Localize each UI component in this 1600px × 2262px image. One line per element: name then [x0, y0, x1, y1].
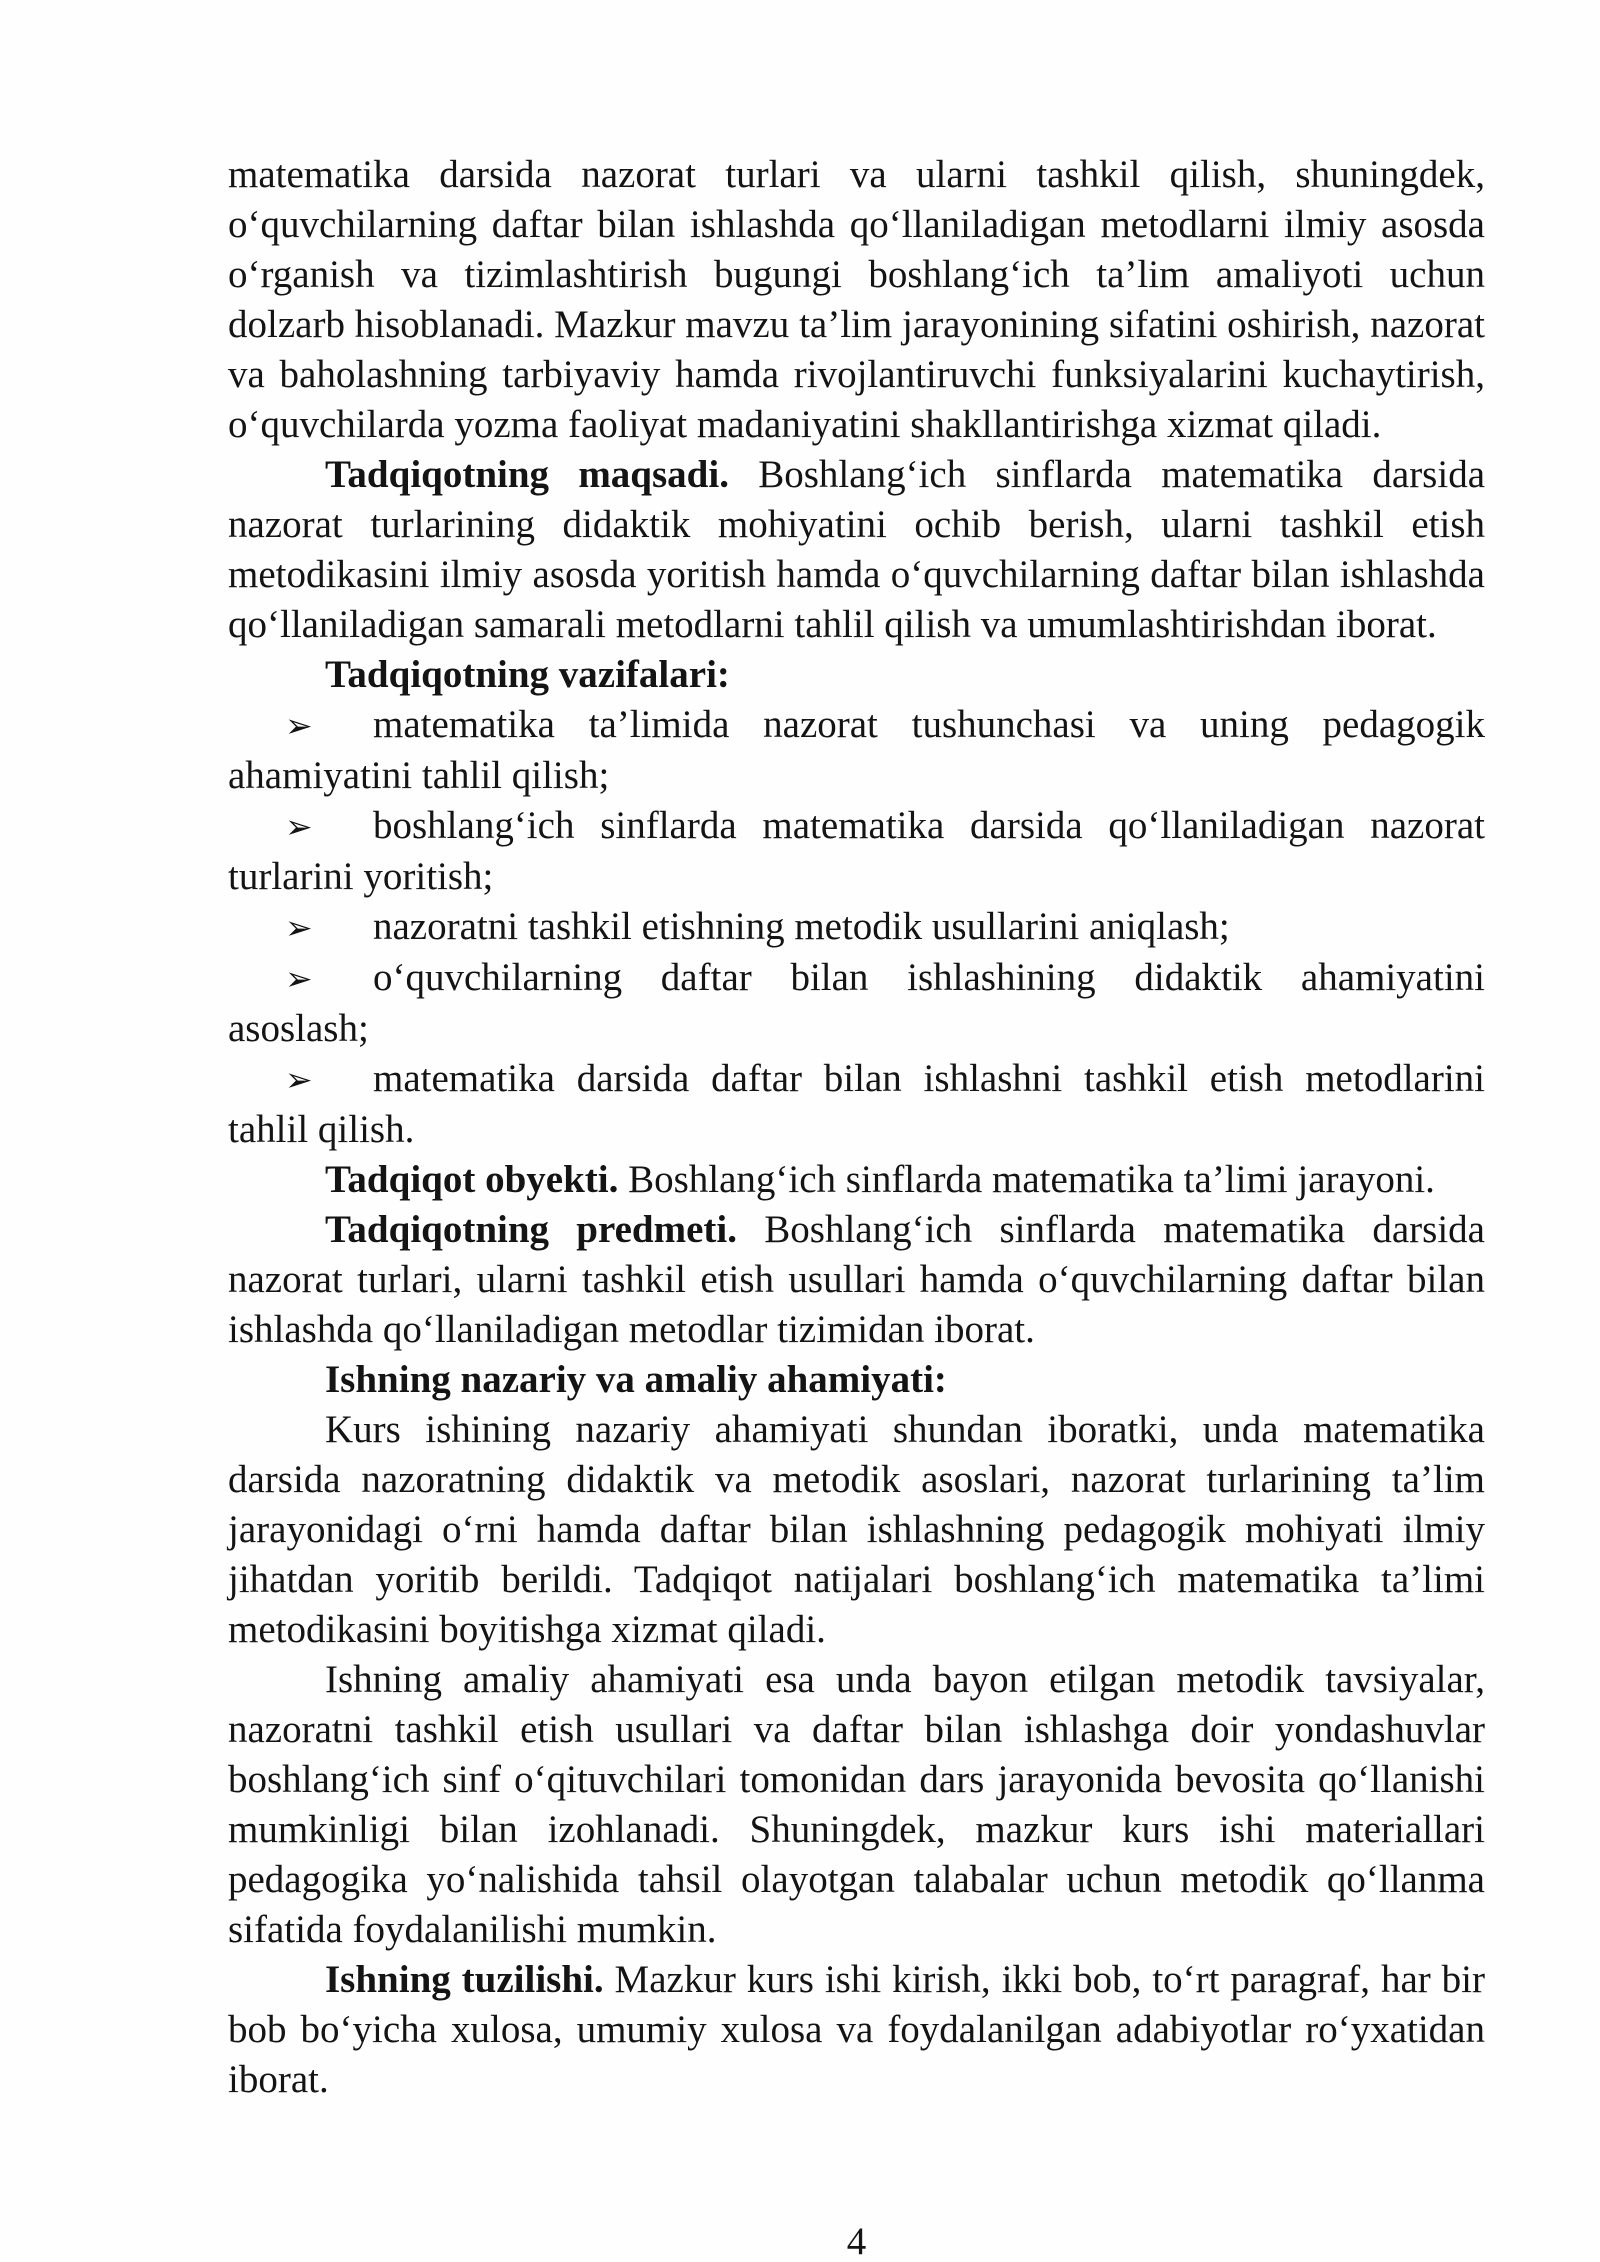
list-item-1: [228, 700, 1485, 801]
text-body: [228, 150, 1485, 2262]
paragraph-predmet-text: Boshlang‘ich sinflarda matematika darsida nazorat turlari, ularni tashkil etish usullari hamda o‘quvchilarning daftar bilan ishlashda qo‘llaniladigan metodlar tizimidan iborat.: [228, 1208, 1485, 1351]
paragraph-obyekt: [228, 1155, 1485, 1205]
paragraph-amaliy: Ishning amaliy ahamiyati esa unda bayon etilgan metodik tavsiyalar, nazoratni tashkil etish usullari va daftar bilan ishlashga doir yondashuvlar boshlang‘ich sinf o‘qituvchilari tomonidan dars jarayonida bevosita qo‘llanishi mumkinligi bilan izohlanadi. Shuningdek, mazkur kurs ishi materiallari pedagogika yo‘nalishida tahsil olayotgan talabalar uchun metodik qo‘llanma sifatida foydalanilishi mumkin.: [228, 1658, 1485, 1951]
heading-vazifalar: Tadqiqotning vazifalari:: [325, 653, 730, 696]
paragraph-nazariy: Kurs ishining nazariy ahamiyati shundan iboratki, unda matematika darsida nazoratning didaktik va metodik asoslari, nazorat turlarining ta’lim jarayonidagi o‘rni hamda daftar bilan ishlashning pedagogik mohiyati ilmiy jihatdan yoritib berildi. Tadqiqot natijalari boshlang‘ich matematika ta’limi metodikasini boyitishga xizmat qiladi.: [228, 1408, 1485, 1651]
arrow-bullet-icon: ➢: [285, 1060, 313, 1099]
page-number: 4: [846, 2220, 867, 2262]
bold-lead-predmet: Tadqiqotning predmeti.: [325, 1208, 737, 1251]
bold-lead-maqsad: Tadqiqotning maqsadi.: [325, 453, 729, 496]
list-item-5-text: matematika darsida daftar bilan ishlashni tashkil etish metodlarini tahlil qilish.: [228, 1057, 1485, 1151]
arrow-bullet-icon: ➢: [285, 959, 313, 998]
paragraph-tuzilish-text: Mazkur kurs ishi kirish, ikki bob, to‘rt paragraf, har bir bob bo‘yicha xulosa, umumiy xulosa va foydalanilgan adabiyotlar ro‘yxatidan iborat.: [228, 1958, 1485, 2101]
arrow-bullet-icon: ➢: [285, 807, 313, 846]
list-item-4-text: o‘quvchilarning daftar bilan ishlashining didaktik ahamiyatini asoslash;: [228, 956, 1485, 1050]
bold-lead-obyekt: Tadqiqot obyekti.: [325, 1158, 619, 1201]
list-item-2: [228, 801, 1485, 902]
list-item-1-text: matematika ta’limida nazorat tushunchasi va uning pedagogik ahamiyatini tahlil qilish;: [228, 703, 1485, 797]
paragraph-intro: matematika darsida nazorat turlari va ularni tashkil qilish, shuningdek, o‘quvchilarning daftar bilan ishlashda qo‘llaniladigan metodlarni ilmiy asosda o‘rganish va tizimlashtirish bugungi boshlang‘ich ta’lim amaliyoti uchun dolzarb hisoblanadi. Mazkur mavzu ta’lim jarayonining sifatini oshirish, nazorat va baholashning tarbiyaviy hamda rivojlantiruvchi funksiyalarini kuchaytirish, o‘quvchilarda yozma faoliyat madaniyatini shakllantirishga xizmat qiladi.: [228, 153, 1485, 446]
paragraph-predmet: [228, 1205, 1485, 1355]
heading-ahamiyat: Ishning nazariy va amaliy ahamiyati:: [325, 1358, 947, 1401]
bold-lead-tuzilish: Ishning tuzilishi.: [325, 1958, 604, 2001]
paragraph-obyekt-text: Boshlang‘ich sinflarda matematika ta’limi jarayoni.: [628, 1158, 1435, 1201]
list-item-3-text: nazoratni tashkil etishning metodik usullarini aniqlash;: [373, 905, 1230, 948]
arrow-bullet-icon: ➢: [285, 706, 313, 745]
list-item-4: [228, 953, 1485, 1054]
paragraph-tuzilish: [228, 1955, 1485, 2105]
arrow-bullet-icon: ➢: [285, 908, 313, 947]
paragraph-maqsad-text: Boshlang‘ich sinflarda matematika darsida nazorat turlarining didaktik mohiyatini ochib berish, ularni tashkil etish metodikasini ilmiy asosda yoritish hamda o‘quvchilarning daftar bilan ishlashda qo‘llaniladigan samarali metodlarni tahlil qilish va umumlashtirishdan iborat.: [228, 453, 1486, 646]
paragraph-maqsad: [228, 450, 1485, 650]
list-item-5: [228, 1054, 1485, 1155]
list-item-2-text: boshlang‘ich sinflarda matematika darsida qo‘llaniladigan nazorat turlarini yoritish;: [228, 804, 1485, 898]
list-item-3: [228, 902, 1485, 953]
